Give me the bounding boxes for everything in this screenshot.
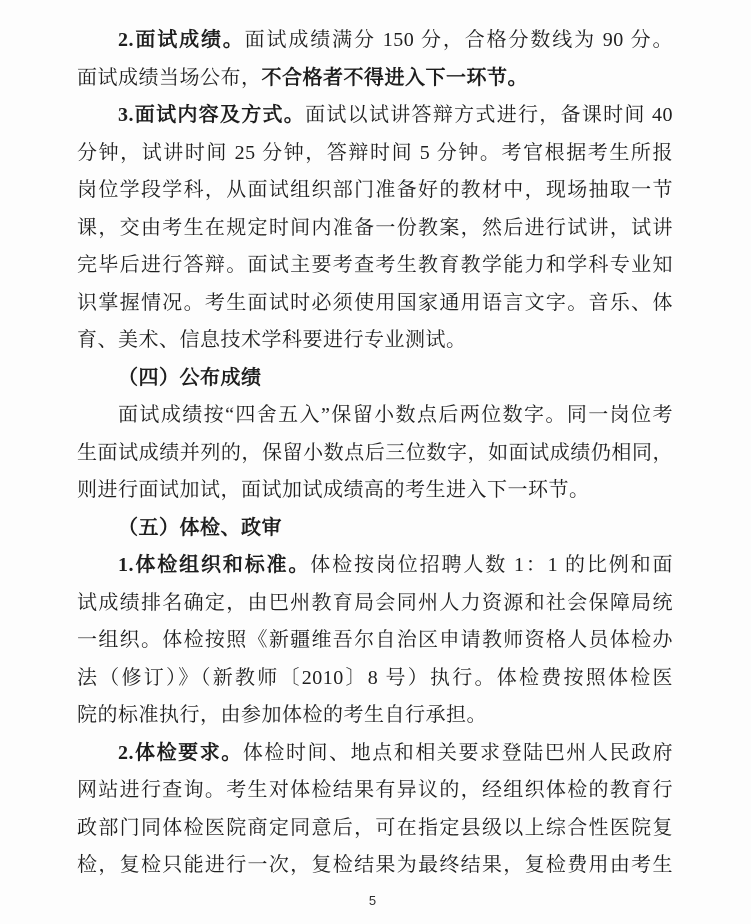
text-line [77,360,673,398]
emphasis-text: 3.面试内容及方式。 [118,104,306,126]
text-line [77,210,673,248]
text-line [77,585,673,623]
emphasis-text: 2.体检要求。 [118,741,243,764]
body-text: 面试成绩按“四舍五入”保留小数点后两位数字。同一岗位考 [118,404,673,426]
emphasis-text: 2.面试成绩。 [118,29,245,51]
body-text: 网站进行查询。考生对体检结果有异议的，经组织体检的教育行 [77,779,673,801]
body-text: 法（修订）》（新教师〔2010〕8 号）执行。体检费按照体检医 [77,666,673,689]
body-text: 体检按岗位招聘人数 1：1 的比例和面 [310,554,673,576]
body-text: 课，交由考生在规定时间内准备一份教案，然后进行试讲，试讲 [77,216,673,239]
text-line [77,397,673,435]
body-text: 体检时间、地点和相关要求登陆巴州人民政府 [242,741,673,764]
text-line [77,810,673,848]
body-text: 面试成绩当场公布， [77,66,262,89]
body-text: 则进行面试加试，面试加试成绩高的考生进入下一环节。 [77,479,590,501]
emphasis-text: 不合格者不得进入下一环节。 [261,66,528,89]
body-text: 完毕后进行答辩。面试主要考查考生教育教学能力和学科专业知 [77,254,673,276]
body-text: 育、美术、信息技术学科要进行专业测试。 [77,329,467,351]
text-line [77,735,673,773]
body-text: 岗位学段学科，从面试组织部门准备好的教材中，现场抽取一节 [77,179,673,201]
body-text: 面试以试讲答辩方式进行，备课时间 40 [305,104,673,126]
emphasis-text: （五）体检、政审 [118,516,282,539]
body-text: 识掌握情况。考生面试时必须使用国家通用语言文字。音乐、体 [77,291,673,314]
text-line [77,322,673,360]
text-line [77,22,673,60]
text-line [77,285,673,323]
text-line [77,847,673,885]
body-text: 生面试成绩并列的，保留小数点后三位数字，如面试成绩仍相同， [77,441,673,464]
emphasis-text: 1.体检组织和标准。 [118,554,311,576]
body-text: 一组织。体检按照《新疆维吾尔自治区申请教师资格人员体检办 [77,629,673,651]
text-line [77,435,673,473]
body-text: 政部门同体检医院商定同意后，可在指定县级以上综合性医院复 [77,816,673,839]
body-text: 院的标准执行，由参加体检的考生自行承担。 [77,704,487,726]
body-text: 试成绩排名确定，由巴州教育局会同州人力资源和社会保障局统 [77,591,673,614]
document-body [77,22,673,885]
text-line [77,510,673,548]
emphasis-text: （四）公布成绩 [118,366,262,389]
body-text: 分钟，试讲时间 25 分钟，答辩时间 5 分钟。考官根据考生所报 [77,141,673,164]
text-line [77,247,673,285]
text-line [77,97,673,135]
text-line [77,622,673,660]
text-line [77,547,673,585]
text-line [77,772,673,810]
page-number: 5 [368,893,377,908]
body-text: 面试成绩满分 150 分，合格分数线为 90 分。 [244,29,673,51]
text-line [77,660,673,698]
text-line [77,172,673,210]
body-text: 检，复检只能进行一次，复检结果为最终结果，复检费用由考生 [77,854,673,876]
text-line [77,697,673,735]
text-line [77,472,673,510]
text-line [77,135,673,173]
text-line [77,60,673,98]
